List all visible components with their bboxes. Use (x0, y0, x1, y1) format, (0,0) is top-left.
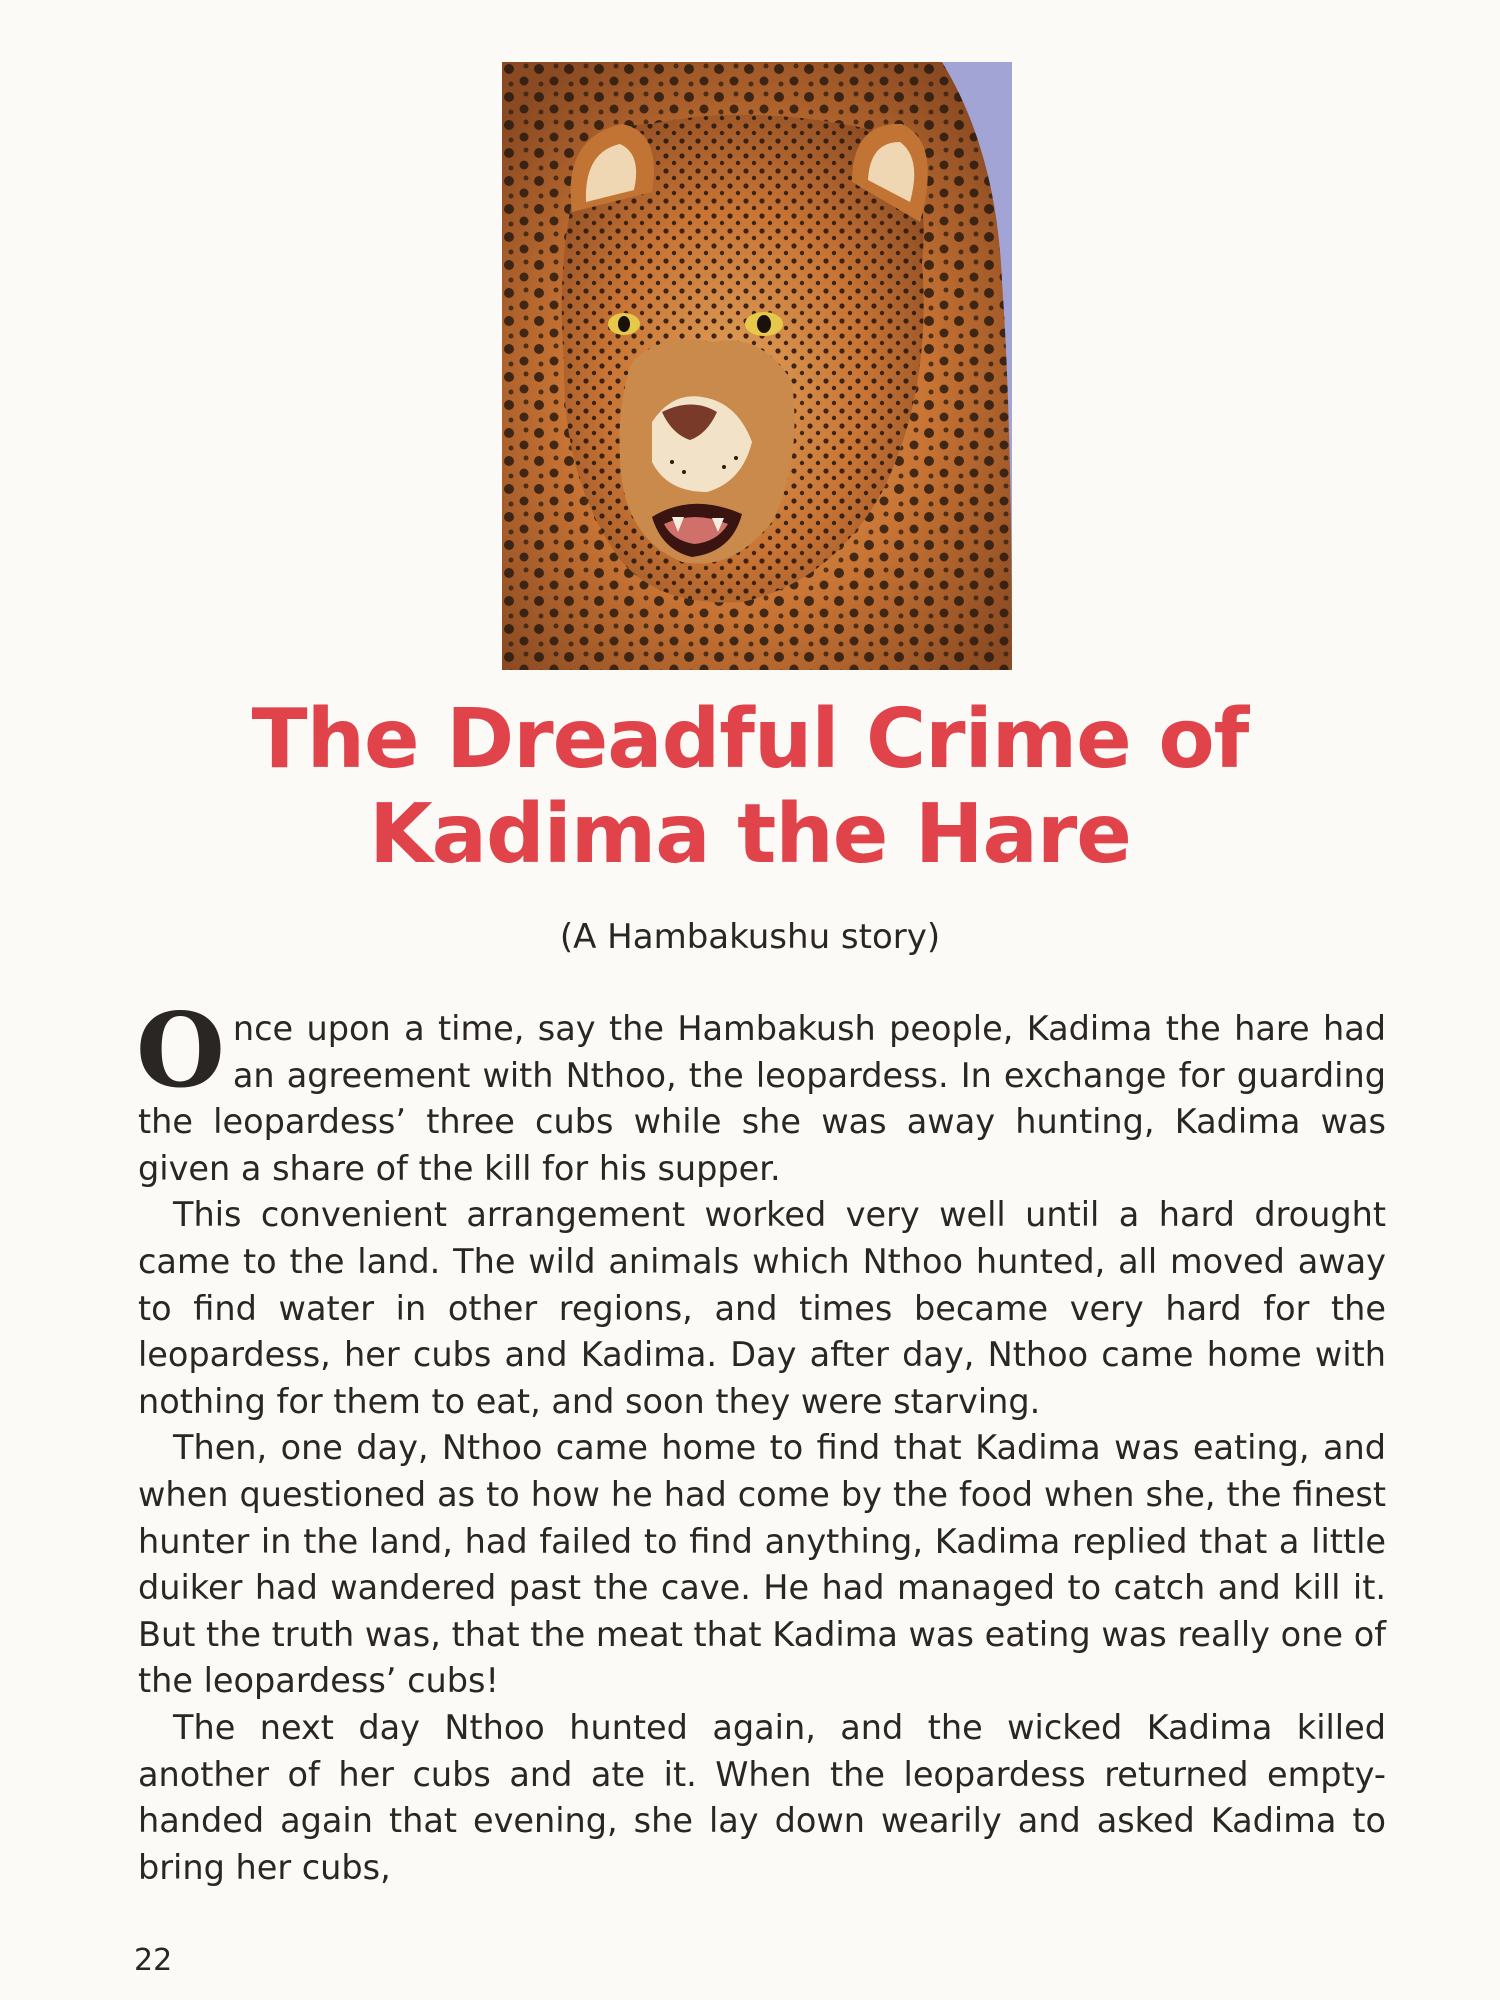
title-line-2: Kadima the Hare (369, 787, 1131, 882)
paragraph-3: Then, one day, Nthoo came home to find that Kadima was eating, and when questioned as to how he had come by the food when she, the finest hunter in the land, had failed to find anything, Kadima replied that a little duiker had wandered past the cave. He had managed to catch and kill it. But the truth was, that the meat that Kadima was eating was really one of the leopardess’ cubs! (138, 1428, 1386, 1701)
title-line-1: The Dreadful Crime of (251, 692, 1249, 787)
story-subtitle: (A Hambakushu story) (559, 917, 941, 957)
drop-cap: O (136, 991, 225, 1111)
story-body (136, 991, 1386, 1891)
leopard-illustration (502, 62, 1012, 670)
page-number: 22 (134, 1943, 173, 1978)
paragraph-1-text: nce upon a time, say the Hambakush people, Kadima the hare had an agreement with Nthoo, the leopardess. In exchange for guarding the leopardess’ three cubs while she was away hunting, Kadima was given a share of the kill for his supper. (138, 1009, 1386, 1188)
paragraph-1 (136, 991, 1386, 1192)
paragraph-4: The next day Nthoo hunted again, and the wicked Kadima killed another of her cubs and ate it. When the leopardess returned empty-handed again that evening, she lay down wearily and asked Kadima to bring her cubs, (138, 1707, 1386, 1887)
story-title (140, 692, 1360, 882)
paragraph-2: This convenient arrangement worked very well until a hard drought came to the land. The wild animals which Nthoo hunted, all moved away to find water in other regions, and times became very hard for the leopardess, her cubs and Kadima. Day after day, Nthoo came home with nothing for them to eat, and soon they were starving. (138, 1195, 1386, 1421)
